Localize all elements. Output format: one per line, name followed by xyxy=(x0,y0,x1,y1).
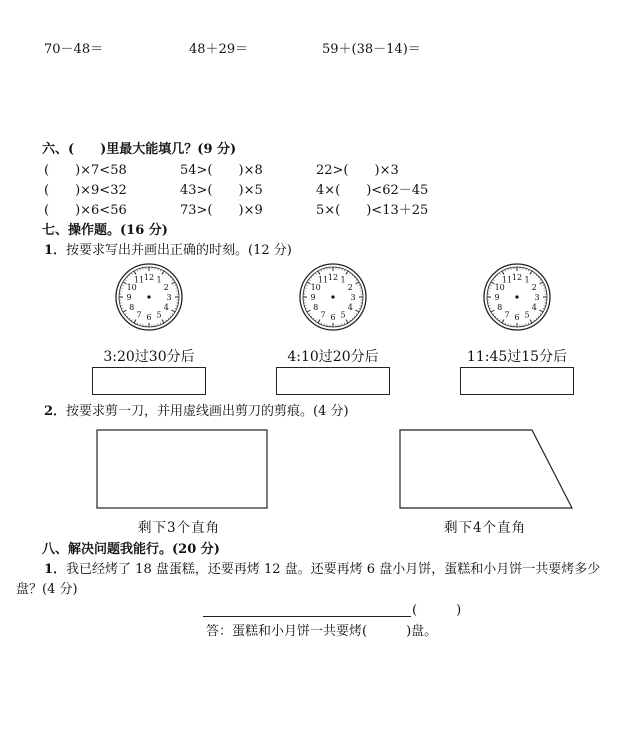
clock-tick xyxy=(502,320,504,323)
clock-tick xyxy=(342,268,343,270)
clock-tick xyxy=(175,285,177,286)
clock-tick xyxy=(360,288,362,289)
clock-number: 6 xyxy=(514,313,520,322)
clock-number: 10 xyxy=(126,283,137,292)
clock-tick xyxy=(533,320,534,322)
clock-tick xyxy=(528,323,529,325)
clock-tick xyxy=(158,268,159,270)
clock-tick xyxy=(508,324,509,326)
calc-1: 70－48＝ xyxy=(44,42,104,57)
clock-tick xyxy=(505,323,506,325)
clock-tick xyxy=(170,316,171,317)
clock-tick xyxy=(508,268,509,270)
clock-tick xyxy=(125,313,127,314)
clock-number: 2 xyxy=(347,283,353,292)
clock-tick xyxy=(536,318,537,319)
clock-number: 7 xyxy=(320,310,326,320)
clock-tick xyxy=(158,324,159,326)
clock-tick xyxy=(162,320,164,323)
clock-tick xyxy=(491,310,494,312)
clock-tick xyxy=(321,323,322,325)
clock-tick xyxy=(493,279,495,280)
clock-tick xyxy=(536,275,537,276)
question-number: 1． xyxy=(44,562,67,577)
section-8-title: 八、解决问题我能行。(20 分) xyxy=(42,542,220,557)
clock-tick xyxy=(490,285,492,286)
clock-number: 9 xyxy=(494,293,500,302)
clock-tick xyxy=(313,318,314,319)
clock-number: 12 xyxy=(327,273,339,282)
clock-number: 1 xyxy=(524,275,530,285)
clock-tick xyxy=(497,318,498,319)
clock-center-dot xyxy=(515,295,518,298)
clock-number: 7 xyxy=(504,310,510,320)
clock-tick xyxy=(172,313,174,314)
clock-tick xyxy=(318,320,320,323)
clock-tick xyxy=(129,318,130,319)
clock-tick xyxy=(306,308,308,309)
clock-tick xyxy=(172,279,174,280)
time-answer-box-2[interactable] xyxy=(276,367,390,395)
clock-tick xyxy=(175,308,177,309)
clock-number: 9 xyxy=(310,293,316,302)
clock-tick xyxy=(544,306,546,307)
clock-tick xyxy=(356,279,358,280)
clock-tick xyxy=(134,320,136,323)
clock-tick xyxy=(122,308,124,309)
clock-number: 6 xyxy=(330,313,336,322)
clock-tick xyxy=(123,310,126,312)
clock-tick xyxy=(315,273,316,275)
time-answer-box-1[interactable] xyxy=(92,367,206,395)
clock-number: 12 xyxy=(143,273,155,282)
question-7-1 xyxy=(44,243,292,259)
question-text: 按要求写出并画出正确的时刻。(12 分) xyxy=(66,243,292,258)
clock-tick xyxy=(131,320,132,322)
clock-number: 10 xyxy=(310,283,321,292)
clock-tick xyxy=(352,275,353,276)
clock-tick xyxy=(530,271,532,274)
section-6-title: 六、( )里最大能填几？(9 分) xyxy=(42,142,237,157)
clock-number: 5 xyxy=(524,310,530,320)
clock-center-dot xyxy=(331,295,334,298)
clock-tick xyxy=(495,316,496,317)
calc-2: 48＋29＝ xyxy=(189,42,249,57)
shape-label-1: 剩下3个直角 xyxy=(138,520,221,536)
section-7-title: 七、操作题。(16 分) xyxy=(42,223,168,238)
clock-tick xyxy=(170,277,171,278)
clock-tick xyxy=(342,324,343,326)
clock-number: 5 xyxy=(156,310,162,320)
clock-tick xyxy=(540,282,543,284)
clock-tick xyxy=(488,288,490,289)
clock-tick xyxy=(346,271,348,274)
fill-item: 43>( )×5 xyxy=(180,183,263,198)
trapezoid-shape[interactable] xyxy=(400,430,572,508)
question-number: 1． xyxy=(44,243,67,258)
clock-tick xyxy=(488,306,490,307)
clock-number: 1 xyxy=(340,275,346,285)
clock-tick xyxy=(168,318,169,319)
clock-number: 8 xyxy=(313,303,319,312)
fill-item: 73>( )×9 xyxy=(180,203,263,218)
clock-center-dot xyxy=(147,295,150,298)
clock-tick xyxy=(307,310,310,312)
clock-number: 4 xyxy=(163,303,169,312)
clock-tick xyxy=(490,308,492,309)
clock-label-3: 11:45过15分后 xyxy=(466,349,568,365)
clock-number: 7 xyxy=(136,310,142,320)
fill-item: 5×( )<13＋25 xyxy=(316,203,429,218)
clock-tick xyxy=(354,277,355,278)
clock-tick xyxy=(311,277,312,278)
clock-face-1 xyxy=(114,262,184,332)
clock-tick xyxy=(127,316,128,317)
clock-number: 4 xyxy=(347,303,353,312)
clock-tick xyxy=(352,318,353,319)
clock-tick xyxy=(324,268,325,270)
clock-tick xyxy=(172,310,175,312)
clock-tick xyxy=(354,316,355,317)
clock-number: 3 xyxy=(534,293,540,302)
clock-number: 6 xyxy=(146,313,152,322)
clock-tick xyxy=(137,270,138,272)
rectangle-shape[interactable] xyxy=(97,430,267,508)
clock-tick xyxy=(131,273,132,275)
clock-tick xyxy=(321,270,322,272)
clock-tick xyxy=(540,313,542,314)
clock-tick xyxy=(315,320,316,322)
clock-label-1: 3:20过30分后 xyxy=(103,349,195,365)
clock-face-3 xyxy=(482,262,552,332)
clock-tick xyxy=(160,270,161,272)
clock-tick xyxy=(497,275,498,276)
clock-tick xyxy=(349,273,350,275)
clock-tick xyxy=(160,323,161,325)
clock-number: 5 xyxy=(340,310,346,320)
clock-tick xyxy=(125,279,127,280)
clock-tick xyxy=(528,270,529,272)
shape-label-2: 剩下4个直角 xyxy=(444,520,527,536)
clock-tick xyxy=(162,271,164,274)
clock-tick xyxy=(493,313,495,314)
clock-tick xyxy=(526,324,527,326)
clock-tick xyxy=(359,285,361,286)
unit-paren[interactable]: ( ) xyxy=(412,603,462,618)
clock-tick xyxy=(168,275,169,276)
clock-number: 3 xyxy=(350,293,356,302)
clock-tick xyxy=(129,275,130,276)
equation-line[interactable] xyxy=(203,616,411,617)
fill-item: 4×( )<62－45 xyxy=(316,183,429,198)
fill-item: ( )×7<58 xyxy=(44,163,127,178)
clock-tick xyxy=(540,310,543,312)
clock-tick xyxy=(176,288,178,289)
clock-tick xyxy=(140,268,141,270)
fill-item: ( )×9<32 xyxy=(44,183,127,198)
clock-tick xyxy=(309,279,311,280)
clock-number: 3 xyxy=(166,293,172,302)
clock-tick xyxy=(134,271,136,274)
question-text: 我已经烤了 18 盘蛋糕，还要再烤 12 盘。还要再烤 6 盘小月饼，蛋糕和小月饼一共要烤多少 xyxy=(66,562,601,577)
time-answer-box-3[interactable] xyxy=(460,367,574,395)
clock-tick xyxy=(544,288,546,289)
clock-number: 9 xyxy=(126,293,132,302)
clock-tick xyxy=(304,288,306,289)
clock-number: 1 xyxy=(156,275,162,285)
clock-tick xyxy=(120,306,122,307)
clock-number: 8 xyxy=(129,303,135,312)
clock-tick xyxy=(356,310,359,312)
clock-tick xyxy=(533,273,534,275)
clock-tick xyxy=(530,320,532,323)
answer-sentence: 答：蛋糕和小月饼一共要烤( )盘。 xyxy=(206,624,438,639)
question-7-2 xyxy=(44,404,349,420)
clock-tick xyxy=(311,316,312,317)
clock-tick xyxy=(502,271,504,274)
clock-tick xyxy=(120,288,122,289)
question-8-1-line2: 盘？(4 分) xyxy=(16,582,78,597)
question-8-1-line1 xyxy=(44,562,600,578)
fill-item: 54>( )×8 xyxy=(180,163,263,178)
clock-tick xyxy=(127,277,128,278)
clock-tick xyxy=(165,320,166,322)
clock-face-2 xyxy=(298,262,368,332)
fill-item: 22>( )×3 xyxy=(316,163,399,178)
clock-tick xyxy=(543,308,545,309)
clock-tick xyxy=(306,285,308,286)
clock-tick xyxy=(495,277,496,278)
clock-tick xyxy=(176,306,178,307)
question-number: 2． xyxy=(44,404,67,419)
calc-3: 59＋(38－14)＝ xyxy=(322,42,421,57)
clock-tick xyxy=(543,285,545,286)
clock-tick xyxy=(499,273,500,275)
clock-label-2: 4:10过20分后 xyxy=(287,349,379,365)
clock-tick xyxy=(137,323,138,325)
clock-tick xyxy=(526,268,527,270)
clock-tick xyxy=(538,277,539,278)
clock-tick xyxy=(349,320,350,322)
clock-tick xyxy=(313,275,314,276)
clock-tick xyxy=(356,282,359,284)
clock-tick xyxy=(309,313,311,314)
fill-item: ( )×6<56 xyxy=(44,203,127,218)
clock-tick xyxy=(344,323,345,325)
clock-tick xyxy=(538,316,539,317)
clock-number: 11 xyxy=(317,275,329,285)
clock-number: 2 xyxy=(531,283,537,292)
clock-tick xyxy=(356,313,358,314)
clock-number: 2 xyxy=(163,283,169,292)
clock-number: 10 xyxy=(494,283,505,292)
clock-tick xyxy=(318,271,320,274)
clock-tick xyxy=(505,270,506,272)
clock-number: 11 xyxy=(501,275,513,285)
clock-tick xyxy=(359,308,361,309)
clock-tick xyxy=(344,270,345,272)
clock-number: 4 xyxy=(531,303,537,312)
clock-tick xyxy=(499,320,500,322)
clock-tick xyxy=(346,320,348,323)
clock-tick xyxy=(165,273,166,275)
clock-tick xyxy=(172,282,175,284)
clock-number: 11 xyxy=(133,275,145,285)
clock-tick xyxy=(324,324,325,326)
clock-tick xyxy=(122,285,124,286)
clock-tick xyxy=(540,279,542,280)
clock-number: 12 xyxy=(511,273,523,282)
clock-number: 8 xyxy=(497,303,503,312)
clock-tick xyxy=(360,306,362,307)
clock-tick xyxy=(140,324,141,326)
question-text: 按要求剪一刀，并用虚线画出剪刀的剪痕。(4 分) xyxy=(66,404,349,419)
clock-tick xyxy=(304,306,306,307)
